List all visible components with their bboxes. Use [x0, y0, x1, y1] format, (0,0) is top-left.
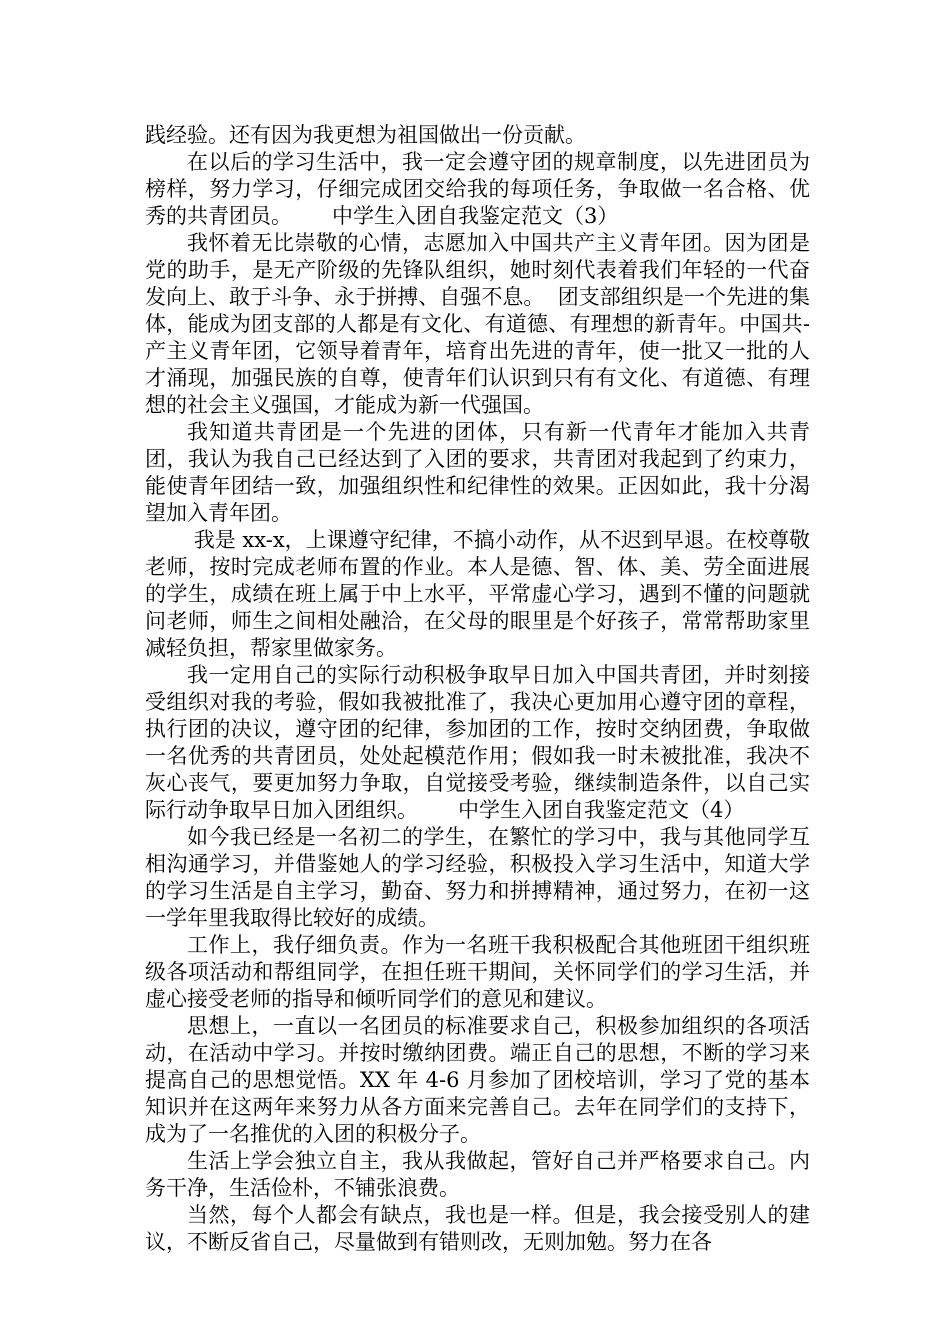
paragraph: 我怀着无比崇敬的心情，志愿加入中国共产主义青年团。因为团是党的助手，是无产阶级的先锋队组织，她时刻代表着我们年轻的一代奋发向上、敢于斗争、永于拼搏、自强不息。 团支部组织是一个先进的集体，能成为团支部的人都是有文化、有道德、有理想的新青年。中国共-产主义青年团，它领导着青年，培育出先进的青年，使一批又一批的人才涌现，加强民族的自尊，使青年们认识到只有有文化、有道德、有理想的社会主义强国，才能成为新一代强国。 [145, 231, 810, 417]
paragraph: 我是 xx-x，上课遵守纪律，不搞小动作，从不迟到早退。在校尊敬老师，按时完成老师布置的作业。本人是德、智、体、美、劳全面进展的学生，成绩在班上属于中上水平，平常虚心学习，遇到不懂的问题就问老师，师生之间相处融洽，在父母的眼里是个好孩子，常常帮助家里减轻负担，帮家里做家务。 [145, 528, 810, 660]
paragraph: 当然，每个人都会有缺点，我也是一样。但是，我会接受别人的建议，不断反省自己，尽量做到有错则改，无则加勉。努力在各 [145, 1203, 810, 1254]
paragraph: 践经验。还有因为我更想为祖国做出一份贡献。 [145, 123, 586, 147]
paragraph: 我一定用自己的实际行动积极争取早日加入中国共青团，并时刻接受组织对我的考验，假如我被批准了，我决心更加用心遵守团的章程，执行团的决议，遵守团的纪律，参加团的工作，按时交纳团费，争取做一名优秀的共青团员，处处起模范作用；假如我一时未被批准，我决不灰心丧气，要更加努力争取，自觉接受考验，继续制造条件，以自己实际行动争取早日加入团组织。 中学生入团自我鉴定范文（4） [145, 663, 810, 822]
paragraph: 我知道共青团是一个先进的团体，只有新一代青年才能加入共青团，我认为我自己已经达到了入团的要求，共青团对我起到了约束力，能使青年团结一致，加强组织性和纪律性的效果。正因如此，我十分渴望加入青年团。 [145, 420, 810, 525]
paragraph: 如今我已经是一名初二的学生，在繁忙的学习中，我与其他同学互相沟通学习，并借鉴她人的学习经验，积极投入学习生活中，知道大学的学习生活是自主学习，勤奋、努力和拼搏精神，通过努力，在初一这一学年里我取得比较好的成绩。 [145, 825, 810, 930]
paragraph: 思想上，一直以一名团员的标准要求自己，积极参加组织的各项活动，在活动中学习。并按时缴纳团费。端正自己的思想，不断的学习来提高自己的思想觉悟。XX 年 4-6 月参加了团校培训，学习了党的基本知识并在这两年来努力从各方面来完善自己。去年在同学们的支持下，成为了一名推优的入团的积极分子。 [145, 1014, 810, 1146]
paragraph: 生活上学会独立自主，我从我做起，管好自己并严格要求自己。内务干净，生活俭朴，不铺张浪费。 [145, 1149, 810, 1200]
paragraph: 工作上，我仔细负责。作为一名班干我积极配合其他班团干组织班级各项活动和帮组同学，在担任班干期间，关怀同学们的学习生活，并虚心接受老师的指导和倾听同学们的意见和建议。 [145, 933, 810, 1011]
document-body [145, 122, 810, 1256]
paragraph: 在以后的学习生活中，我一定会遵守团的规章制度，以先进团员为榜样，努力学习，仔细完成团交给我的每项任务，争取做一名合格、优秀的共青团员。 中学生入团自我鉴定范文（3） [145, 150, 810, 228]
